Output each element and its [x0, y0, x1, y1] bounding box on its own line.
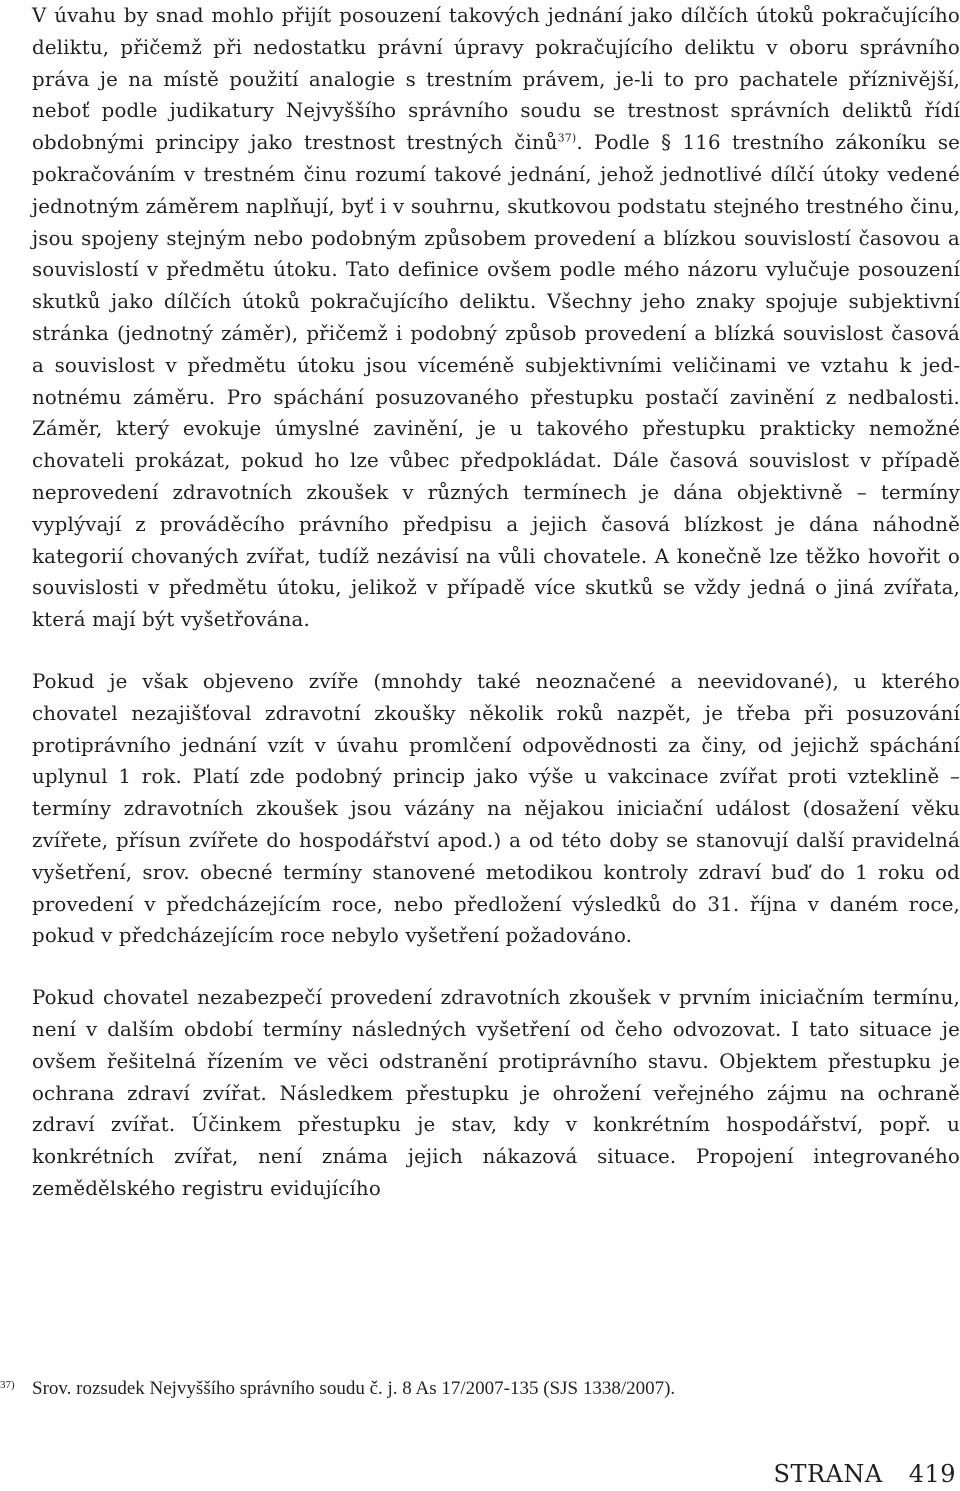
paragraph-3: Pokud chovatel nezabezpečí provedení zdravotních zkoušek v prvním iniciačním termínu, není v dalším období termíny následných vyšetření od čeho odvozovat. I tato situace je ovšem řešitelná řízením ve věci odstranění protiprávního stavu. Objektem přestupku je ochrana zdraví zvířat. Následkem přestupku je ohrožení veřejného zájmu na ochraně zdraví zvířat. Účinkem přestupku je stav, kdy v konkrétním hospodářství, popř. u konkrétních zvířat, není známa jejich nákazová situace. Propojení integrovaného zemědělského registru evidujícího [32, 986, 960, 1200]
footnote-number: 37) [0, 1379, 15, 1391]
paragraph-1 [32, 0, 960, 636]
paragraph-2: Pokud je však objeveno zvíře (mnohdy také neoznačené a neevidované), u kterého chovatel nezajišťoval zdravotní zkoušky několik roků nazpět, je třeba při posuzování protiprávního jednání vzít v úvahu promlčení odpovědnosti za činy, od jejichž spáchání uplynul 1 rok. Platí zde podobný princip jako výše u vakcinace zvířat proti vzteklině – termíny zdravotních zkoušek jsou vázány na nějakou iniciační událost (dosažení věku zvířete, přísun zvířete do hospodářství apod.) a od této doby se stanovují další pravidelná vyšetření, srov. obecné termíny stanovené metodikou kontroly zdraví buď do 1 roku od provedení v předcházejícím roce, nebo předložení výsledků do 31. října v daném roce, pokud v předcházejícím roce nebylo vyšetření požadováno. [32, 669, 960, 948]
page-number: 419 [908, 1460, 956, 1488]
page-footer-label: STRANA [773, 1460, 883, 1488]
paragraph-1-text-a: V úvahu by snad mohlo přijít posouzení takových jednání jako dílčích útoků pokračujícího deliktu, přičemž při nedostatku právní úpravy pokračujícího deliktu v oboru správního práva je na místě použití analogie s trestním právem, je-li to pro pachatele příznivější, neboť podle judikatury Nejvyššího správního soudu se trestnost správních deliktů řídí obdobnými principy jako trestnost trestných činů [32, 4, 960, 155]
page-footer [774, 1459, 957, 1489]
page-body [32, 0, 960, 1205]
footnote-reference[interactable]: 37) [557, 131, 577, 145]
paragraph-1-text-b: . Podle § 116 trestního zákoníku se pokračováním v trestném činu rozumí takové jednání, jehož jednotlivé dílčí útoky vedené jednotným záměrem naplňují, byť i v souhrnu, skutkovou podstatu stejného trestného činu, jsou spojeny stejným nebo podobným způsobem provedení a blízkou souvislostí časovou a souvislostí v předmětu útoku. Tato definice ovšem podle mého názoru vylučuje posouzení skutků jako dílčích útoků pokračujícího deliktu. Všechny jeho znaky spojuje subjektivní stránka (jednotný záměr), přičemž i podobný způsob provedení a blízká souvislost časová a souvislost v předmětu útoku jsou víceméně subjektivními veličinami ve vztahu k jednotnému záměru. Pro spáchání posuzovaného přestupku postačí zavinění z nedbalosti. Záměr, který evokuje úmyslné zavinění, je u takového přestupku prakticky nemožné chovateli prokázat, pokud ho lze vůbec předpokládat. Dále časová souvislost v případě neprovedení zdravotních zkoušek v různých termínech je dána objektivně – termíny vyplývají z prováděcího právního předpisu a jejich časová blízkost je dána náhodně kategorií chovaných zvířat, tudíž nezávisí na vůli chovatele. A konečně lze těžko hovořit o souvislosti v předmětu útoku, jelikož v případě více skutků se vždy jedná o jiná zvířata, která mají být vyšetřována. [32, 131, 960, 632]
footnote-text: Srov. rozsudek Nejvyššího správního soudu č. j. 8 As 17/2007-135 (SJS 1338/2007). [32, 1378, 676, 1399]
